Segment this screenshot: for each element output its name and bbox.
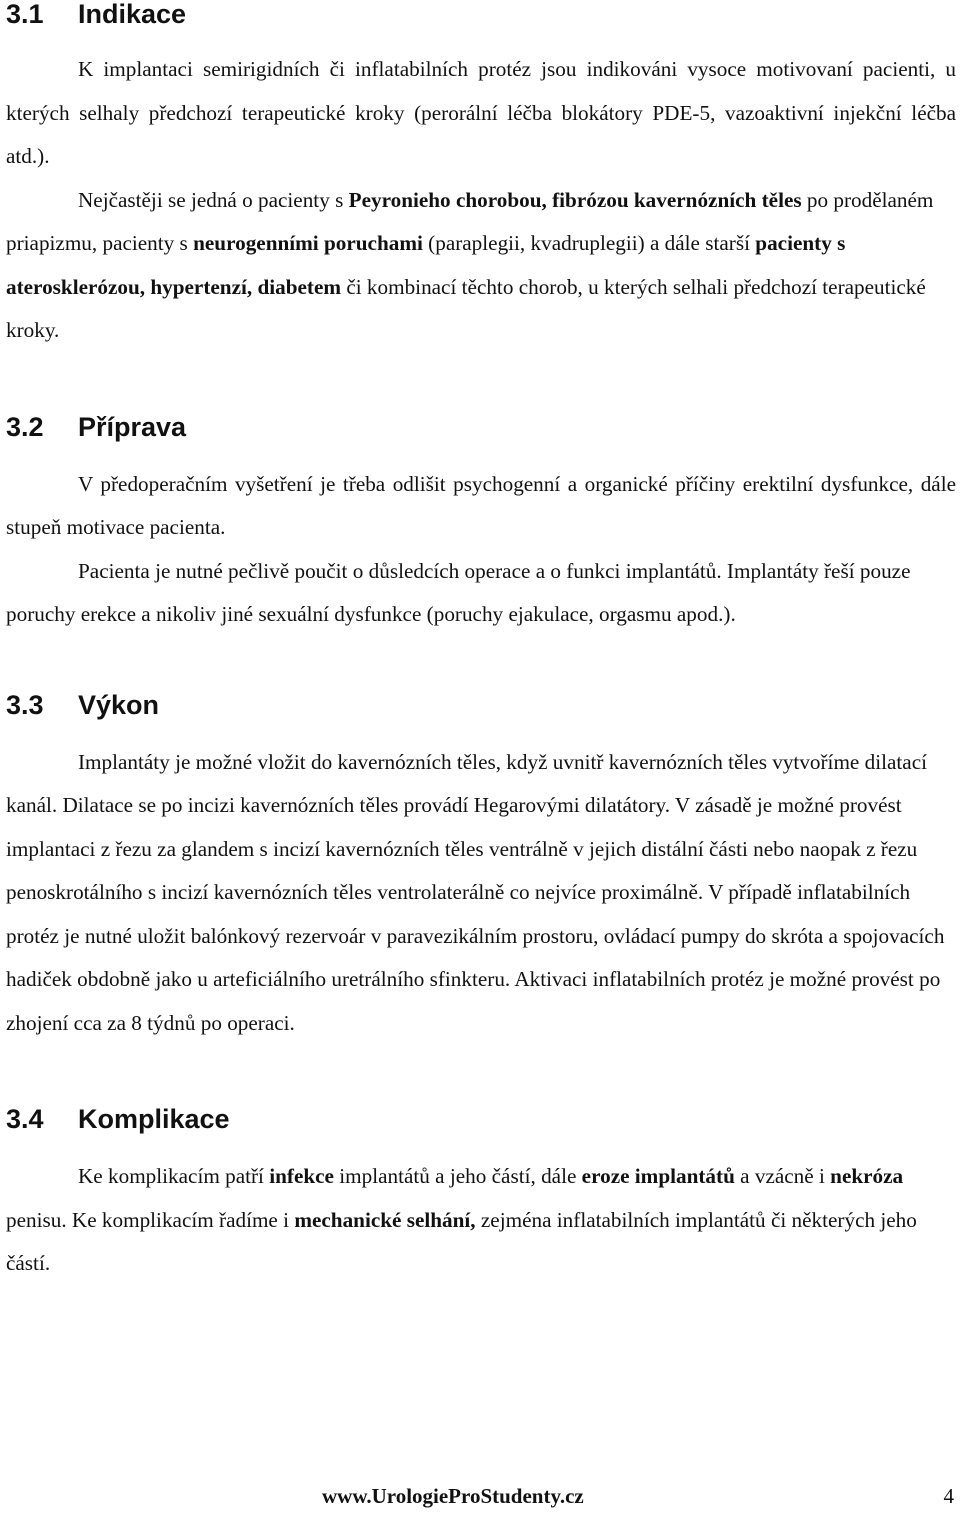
text-run: Nejčastěji se jedná o pacienty s	[78, 187, 349, 212]
paragraph	[6, 463, 956, 550]
section-number: 3.2	[6, 411, 44, 442]
text-run: Pacienta je nutné pečlivě poučit o důsledcích operace a o funkci implantátů. Implantáty řeší pouze poruchy erekce a nikoliv jiné sexuální dysfunkce (poruchy ejakulace, orgasmu apod.).	[6, 558, 911, 626]
text-run: po prodělaném priapizmu, pacienty s	[6, 187, 934, 255]
bold-run: Peyronieho chorobou, fibrózou kavernózních těles	[348, 187, 802, 212]
bold-run: nekróza	[830, 1164, 904, 1188]
paragraph	[6, 741, 956, 1046]
text-run: a vzácně i	[734, 1164, 831, 1188]
section-number: 3.3	[6, 689, 44, 720]
page-number: 4	[943, 1484, 954, 1508]
section-title: Příprava	[78, 411, 187, 442]
text-run: Implantáty je možné vložit do kavernózních těles, když uvnitř kavernózních těles vytvoříme dilatací kanál. Dilatace se po incizi kavernózních těles provádí Hegarovými dilatátory. V zásadě je možné provést implantaci z řezu za glandem s incizí kavernózních těles ventrálně v jejich distální části nebo naopak z řezu penoskrotálního s incizí kavernózních těles ventrolaterálně co nejvíce proximálně. V případě inflatabilních protéz je nutné uložit balónkový rezervoár v paravezikálním prostoru, ovládací pumpy do skróta a spojovacích hadiček obdobně jako u arteficiálního uretrálního sfinkteru. Aktivaci inflatabilních protéz je možné provést po zhojení cca za 8 týdnů po operaci.	[6, 749, 945, 1035]
footer-url[interactable]: www.UrologieProStudenty.cz	[322, 1484, 584, 1508]
section-heading	[6, 691, 956, 719]
paragraph	[6, 550, 956, 637]
section-heading	[6, 1105, 956, 1133]
text-run: zejména inflatabilních implantátů či některých jeho částí.	[6, 1207, 917, 1275]
text-run: implantátů a jeho částí, dále	[333, 1164, 582, 1188]
section-title: Komplikace	[78, 1104, 230, 1134]
section-title: Výkon	[78, 689, 160, 720]
section-indikace	[6, 0, 956, 353]
bold-run: pacienty s aterosklerózou, hypertenzí, diabetem	[6, 231, 846, 299]
text-run: V předoperačním vyšetření je třeba odlišit psychogenní a organické příčiny erektilní dysfunkce, dále stupeň motivace pacienta.	[6, 471, 956, 539]
section-number: 3.1	[6, 0, 44, 29]
text-run: Ke komplikacím patří	[78, 1164, 270, 1188]
section-vykon	[6, 691, 956, 1046]
text-run: K implantaci semirigidních či inflatabilních protéz jsou indikováni vysoce motivovaní pacienti, u kterých selhaly předchozí terapeutické kroky (perorální léčba blokátory PDE-5, vazoaktivní injekční léčba atd.).	[6, 57, 956, 168]
section-heading	[6, 413, 956, 441]
bold-run: neurogenními poruchami	[193, 231, 423, 255]
text-run: penisu. Ke komplikacím řadíme i	[6, 1207, 295, 1232]
document-page	[6, 0, 956, 1286]
text-run: (paraplegii, kvadruplegii) a dále starší	[422, 231, 756, 255]
section-komplikace	[6, 1105, 956, 1286]
section-number: 3.4	[6, 1104, 44, 1134]
section-heading	[6, 0, 956, 28]
page-footer	[0, 1484, 954, 1514]
bold-run: infekce	[269, 1164, 334, 1188]
paragraph	[6, 48, 956, 179]
section-priprava	[6, 413, 956, 637]
bold-run: eroze implantátů	[581, 1164, 735, 1188]
bold-run: mechanické selhání,	[294, 1207, 476, 1232]
section-title: Indikace	[78, 0, 187, 29]
paragraph	[6, 1155, 956, 1286]
paragraph	[6, 179, 956, 353]
text-run: či kombinací těchto chorob, u kterých selhali předchozí terapeutické kroky.	[6, 274, 926, 342]
